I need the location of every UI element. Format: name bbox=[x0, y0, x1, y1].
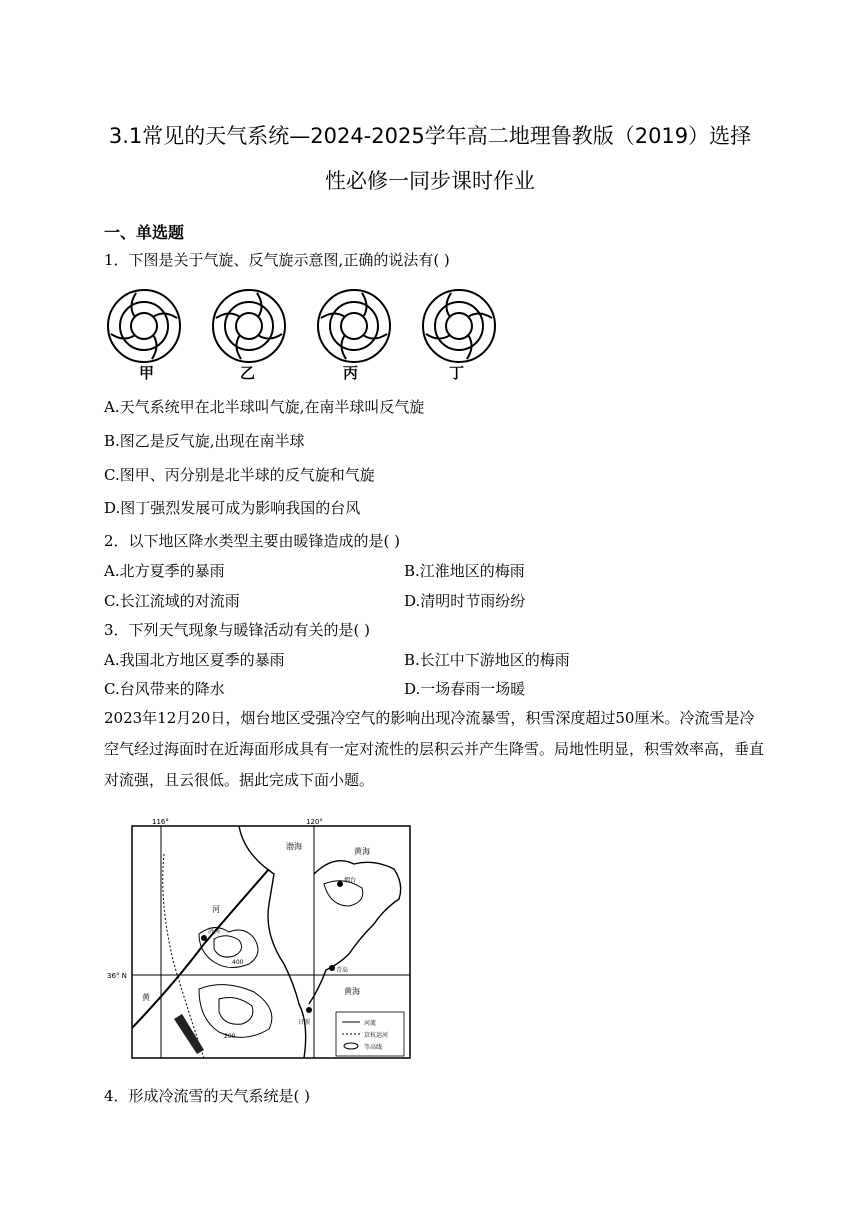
figure-label-yi: 乙 bbox=[240, 364, 256, 382]
map-city-rizhao: 日照 bbox=[298, 1019, 311, 1026]
question-2-option-d: D.清明时节雨纷纷 bbox=[404, 592, 526, 610]
question-3-option-a: A.我国北方地区夏季的暴雨 bbox=[104, 651, 285, 669]
cyclone-anticyclone-figure bbox=[104, 286, 504, 386]
diagram-ding bbox=[423, 290, 495, 362]
question-1-stem: 1．下图是关于气旋、反气旋示意图,正确的说法有( ) bbox=[104, 251, 450, 269]
question-1-option-a: A.天气系统甲在北半球叫气旋,在南半球叫反气旋 bbox=[104, 398, 425, 416]
question-2-stem: 2．以下地区降水类型主要由暖锋造成的是( ) bbox=[104, 532, 401, 550]
figure-label-bing: 丙 bbox=[343, 364, 359, 382]
question-3-option-b: B.长江中下游地区的梅雨 bbox=[404, 651, 570, 669]
reading-passage: 2023年12月20日，烟台地区受强冷空气的影响出现冷流暴雪，积雪深度超过50厘米。冷流雪是冷空气经过海面时在近海面形成具有一定对流性的层积云并产生降雪。局地性明显，积雪效率高，垂直对流强，且云很低。据此完成下面小题。 bbox=[104, 709, 765, 789]
shandong-map-figure bbox=[104, 814, 424, 1064]
map-sea-label-huanghai-south: 黄海 bbox=[344, 987, 360, 996]
map-city-yantai: 烟台 bbox=[344, 877, 357, 884]
section-heading: 一、单选题 bbox=[104, 223, 185, 242]
question-1-option-c: C.图甲、丙分别是北半球的反气旋和气旋 bbox=[104, 466, 375, 484]
map-lon-label-116: 116° bbox=[152, 818, 169, 826]
map-city-jinan: 济南 bbox=[208, 928, 221, 935]
map-contour-label-200: 200 bbox=[224, 1033, 236, 1040]
question-3-option-c: C.台风带来的降水 bbox=[104, 680, 225, 698]
map-lon-label-120: 120° bbox=[306, 818, 323, 826]
question-4-stem: 4．形成冷流雪的天气系统是( ) bbox=[104, 1087, 311, 1105]
map-lat-label: 36° N bbox=[107, 972, 127, 980]
figure-label-ding: 丁 bbox=[449, 364, 465, 382]
map-legend-canal: 京杭运河 bbox=[364, 1032, 389, 1039]
question-3-option-d: D.一场春雨一场暖 bbox=[404, 680, 526, 698]
map-city-qingdao: 青岛 bbox=[336, 967, 349, 974]
diagram-bing bbox=[318, 290, 390, 362]
question-1-option-b: B.图乙是反气旋,出现在南半球 bbox=[104, 432, 305, 450]
map-contour-label-400: 400 bbox=[232, 959, 244, 966]
document-title-line-1: 3.1常见的天气系统—2024-2025学年高二地理鲁教版（2019）选择 bbox=[108, 124, 752, 148]
figure-label-jia: 甲 bbox=[139, 364, 155, 382]
question-2-option-a: A.北方夏季的暴雨 bbox=[104, 562, 225, 580]
map-legend-river: 河流 bbox=[364, 1020, 377, 1027]
map-sea-label-bohai: 渤海 bbox=[286, 842, 302, 851]
map-legend-contour: 等高线 bbox=[364, 1044, 383, 1051]
diagram-yi bbox=[213, 290, 285, 362]
document-title-line-2: 性必修一同步课时作业 bbox=[325, 169, 535, 193]
question-2-option-c: C.长江流域的对流雨 bbox=[104, 592, 240, 610]
question-2-option-b: B.江淮地区的梅雨 bbox=[404, 562, 525, 580]
map-left-label: 黄 bbox=[142, 993, 150, 1002]
question-1-option-d: D.图丁强烈发展可成为影响我国的台风 bbox=[104, 499, 361, 517]
diagram-jia bbox=[108, 290, 180, 362]
map-river-label: 河 bbox=[212, 905, 220, 914]
map-sea-label-huanghai-north: 黄海 bbox=[354, 847, 370, 856]
question-3-stem: 3．下列天气现象与暖锋活动有关的是( ) bbox=[104, 621, 371, 639]
